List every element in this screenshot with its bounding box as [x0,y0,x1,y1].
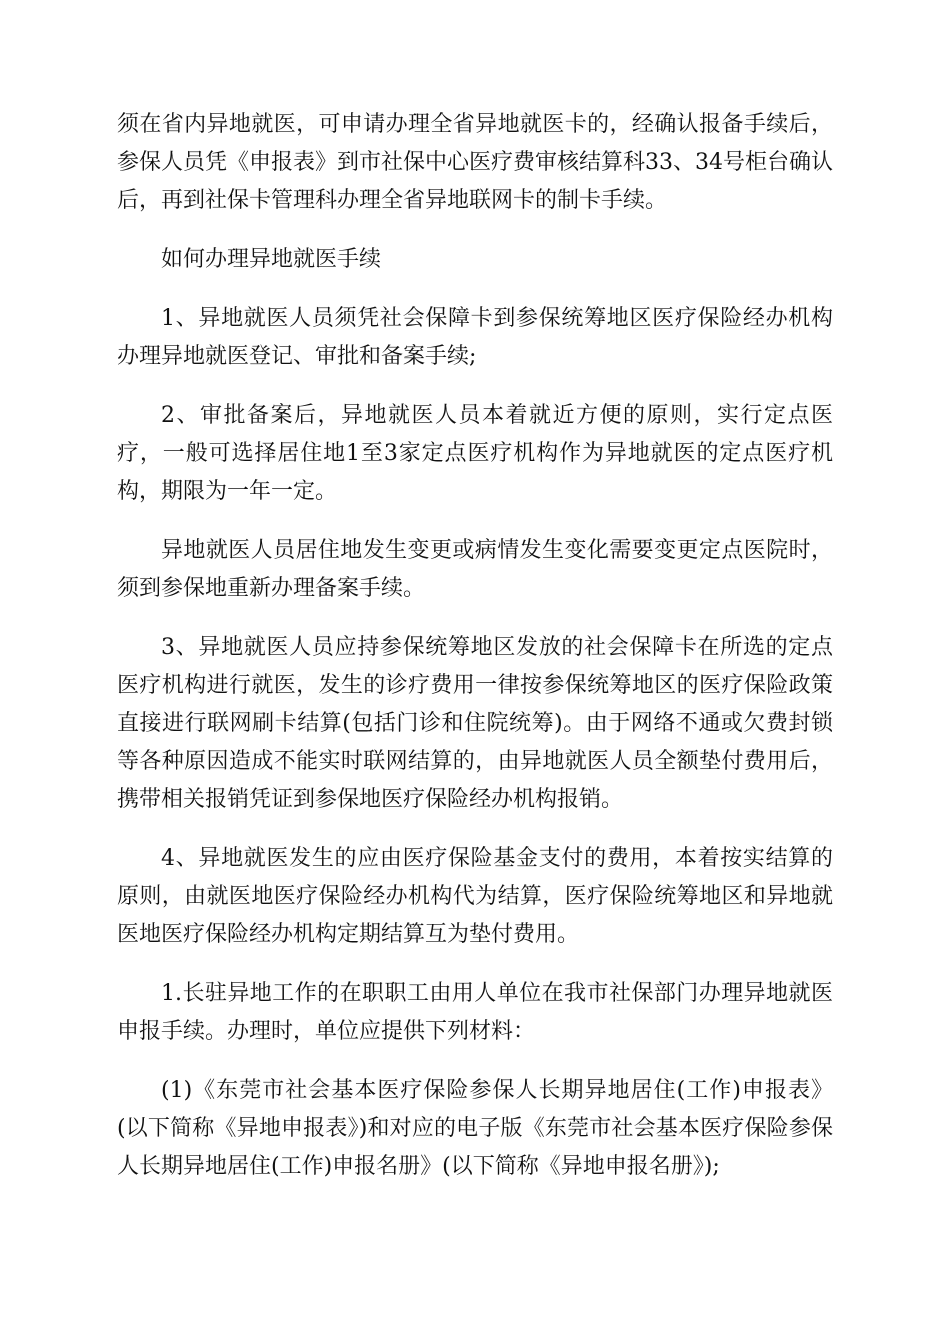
paragraph-step-3: 3、异地就医人员应持参保统筹地区发放的社会保障卡在所选的定点医疗机构进行就医，发生的诊疗费用一律按参保统筹地区的医疗保险政策直接进行联网刷卡结算(包括门诊和住院统筹)。由于网络不通或欠费封锁等各种原因造成不能实时联网结算的，由异地就医人员全额垫付费用后，携带相关报销凭证到参保地医疗保险经办机构报销。 [117,635,833,812]
paragraph-step-2: 2、审批备案后，异地就医人员本着就近方便的原则，实行定点医疗，一般可选择居住地1至3家定点医疗机构作为异地就医的定点医疗机构，期限为一年一定。 [117,403,833,504]
paragraph-change-note: 异地就医人员居住地发生变更或病情发生变化需要变更定点医院时，须到参保地重新办理备案手续。 [117,538,833,601]
document-body [117,106,833,1207]
paragraph-continuation: 须在省内异地就医，可申请办理全省异地就医卡的，经确认报备手续后，参保人员凭《申报表》到市社保中心医疗费审核结算科33、34号柜台确认后，再到社保卡管理科办理全省异地联网卡的制卡手续。 [117,112,833,213]
paragraph-item-1: 1.长驻异地工作的在职职工由用人单位在我市社保部门办理异地就医申报手续。办理时，单位应提供下列材料： [117,981,833,1044]
paragraph-item-1-sub-1: (1)《东莞市社会基本医疗保险参保人长期异地居住(工作)申报表》(以下简称《异地申报表》)和对应的电子版《东莞市社会基本医疗保险参保人长期异地居住(工作)申报名册》(以下简称《异地申报名册》); [117,1078,833,1179]
section-heading: 如何办理异地就医手续 [161,247,382,272]
paragraph-step-4: 4、异地就医发生的应由医疗保险基金支付的费用，本着按实结算的原则，由就医地医疗保险经办机构代为结算，医疗保险统筹地区和异地就医地医疗保险经办机构定期结算互为垫付费用。 [117,846,833,947]
paragraph-step-1: 1、异地就医人员须凭社会保障卡到参保统筹地区医疗保险经办机构办理异地就医登记、审批和备案手续; [117,306,833,369]
